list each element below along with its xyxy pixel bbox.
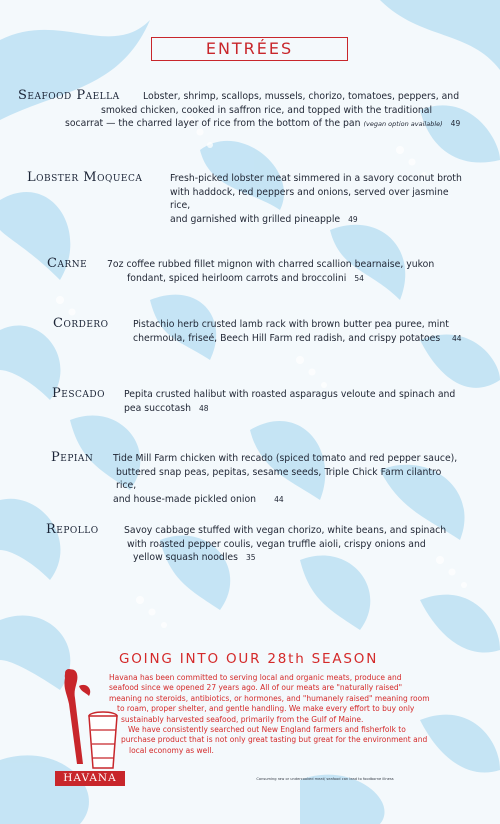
description-line: Tide Mill Farm chicken with recado (spiced tomato and red pepper sauce), (113, 453, 458, 464)
item-description (124, 388, 464, 415)
item-name: Lobster Moqueca (27, 170, 143, 185)
item-price: 49 (450, 119, 461, 128)
item-name: Carne (47, 256, 88, 271)
description-line: yellow squash noodles 35 (133, 552, 256, 563)
description-line: buttered snap peas, pepitas, sesame seeds, Triple Chick Farm cilantro rice, (116, 466, 442, 491)
item-description (107, 258, 457, 285)
season-line: seafood since we opened 27 years ago. All of our meats are "naturally raised" (109, 683, 403, 693)
vegan-note: (vegan option available) (363, 120, 443, 128)
description-line: with haddock, red peppers and onions, served over jasmine rice, (170, 186, 449, 211)
description-line: 7oz coffee rubbed fillet mignon with charred scallion bearnaise, yukon (107, 259, 435, 270)
season-line: local economy as well. (129, 745, 214, 755)
season-text (109, 673, 454, 756)
season-line: sustainably harvested seafood, primarily from the Gulf of Maine. (121, 714, 364, 724)
item-description (65, 90, 473, 132)
item-price: 44 (274, 494, 284, 504)
description-line: Fresh-picked lobster meat simmered in a savory coconut broth (170, 173, 462, 184)
description-line: with roasted pepper coulis, vegan truffle aioli, crispy onions and (127, 538, 426, 550)
description-line: Pistachio herb crusted lamb rack with brown butter pea puree, mint (133, 319, 449, 330)
description-line: and house-made pickled onion 44 (113, 493, 284, 505)
description-line: chermoula, friseé, Beech Hill Farm red radish, and crispy potatoes (133, 332, 441, 344)
description-line: Lobster, shrimp, scallops, mussels, chorizo, tomatoes, peppers, and (143, 91, 460, 102)
item-description (124, 524, 454, 565)
item-price: 48 (199, 403, 209, 413)
item-price: 54 (354, 273, 364, 283)
description-line: smoked chicken, cooked in saffron rice, and topped with the traditional (101, 104, 433, 116)
season-line: Havana has been committed to serving local and organic meats, produce and (109, 673, 402, 682)
item-name: Seafood Paella (18, 88, 120, 103)
item-description (113, 452, 463, 506)
description-line: pea succotash 48 (124, 402, 209, 414)
havana-logo-text: HAVANA (55, 771, 125, 786)
item-name: Pepian (51, 450, 94, 465)
season-line: We have consistently searched out New England farmers and fisherfolk to (128, 725, 406, 735)
description-line: socarrat — the charred layer of rice from the bottom of the pan (vegan option available) 49 (65, 118, 461, 129)
season-line: to roam, proper shelter, and gentle handling. We make every effort to buy only (117, 704, 415, 714)
season-line: meaning no steroids, antibiotics, or hormones, and "humanely raised" meaning room (109, 693, 430, 703)
item-price: 44 (452, 334, 462, 343)
description-line: Savoy cabbage stuffed with vegan chorizo, white beans, and spinach (124, 525, 447, 536)
havana-logo-icon (55, 664, 125, 784)
description-line: and garnished with grilled pineapple 49 (170, 213, 358, 225)
item-name: Repollo (46, 522, 99, 537)
item-name: Pescado (52, 386, 105, 401)
item-description (170, 172, 470, 226)
description-line: Pepita crusted halibut with roasted asparagus veloute and spinach and (124, 389, 456, 400)
season-heading: GOING INTO OUR 28th SEASON (119, 651, 379, 667)
entrees-title: ENTRÉES (151, 37, 348, 61)
item-price: 35 (245, 553, 256, 562)
food-safety-disclaimer: Consuming raw or undercooked meat/ seafood can lead to foodborne illness (256, 777, 394, 781)
season-line: purchase product that is not only great tasting but great for the environment and (121, 735, 428, 745)
description-line: fondant, spiced heirloom carrots and broccolini 54 (127, 272, 364, 284)
item-description (133, 318, 453, 345)
item-name: Cordero (53, 316, 109, 331)
item-price: 49 (348, 214, 358, 224)
